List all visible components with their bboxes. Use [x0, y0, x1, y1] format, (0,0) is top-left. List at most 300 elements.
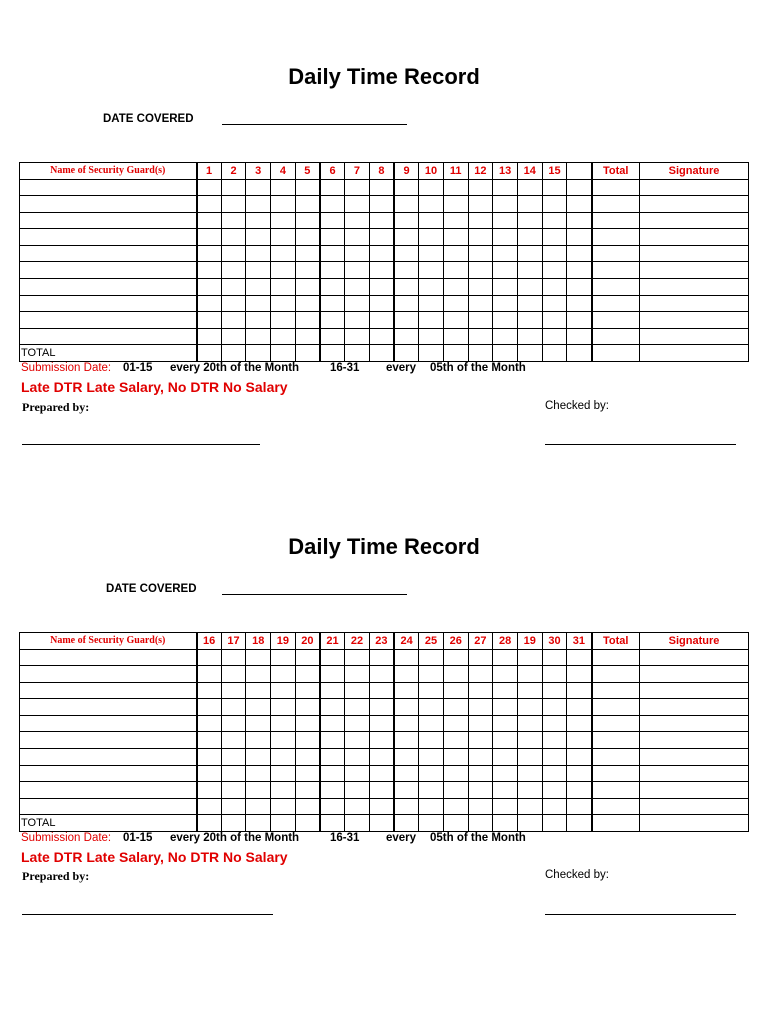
day-cell[interactable] [443, 765, 468, 782]
day-cell[interactable] [221, 196, 246, 213]
day-cell[interactable] [295, 666, 320, 683]
day-cell[interactable] [542, 279, 567, 296]
day-cell[interactable] [567, 262, 592, 279]
day-cell[interactable] [345, 295, 370, 312]
day-cell[interactable] [320, 295, 345, 312]
day-cell[interactable] [493, 245, 518, 262]
day-total-cell[interactable] [197, 345, 222, 362]
day-cell[interactable] [320, 328, 345, 345]
day-cell[interactable] [517, 732, 542, 749]
signature-cell[interactable] [640, 245, 749, 262]
day-cell[interactable] [295, 179, 320, 196]
day-cell[interactable] [369, 765, 394, 782]
day-cell[interactable] [542, 328, 567, 345]
day-cell[interactable] [542, 312, 567, 329]
day-cell[interactable] [271, 179, 296, 196]
day-cell[interactable] [517, 245, 542, 262]
day-cell[interactable] [443, 666, 468, 683]
day-cell[interactable] [394, 279, 419, 296]
day-cell[interactable] [345, 699, 370, 716]
day-cell[interactable] [517, 179, 542, 196]
day-total-cell[interactable] [221, 815, 246, 832]
day-cell[interactable] [197, 649, 222, 666]
day-total-cell[interactable] [345, 345, 370, 362]
total-cell[interactable] [592, 765, 640, 782]
grand-total-cell[interactable] [592, 815, 640, 832]
day-cell[interactable] [419, 179, 444, 196]
day-cell[interactable] [419, 328, 444, 345]
day-cell[interactable] [246, 229, 271, 246]
day-cell[interactable] [493, 262, 518, 279]
day-cell[interactable] [246, 699, 271, 716]
day-cell[interactable] [567, 649, 592, 666]
day-cell[interactable] [394, 179, 419, 196]
day-cell[interactable] [221, 749, 246, 766]
signature-cell[interactable] [640, 749, 749, 766]
day-cell[interactable] [567, 196, 592, 213]
day-cell[interactable] [443, 262, 468, 279]
day-cell[interactable] [517, 328, 542, 345]
day-cell[interactable] [493, 312, 518, 329]
day-cell[interactable] [517, 295, 542, 312]
day-cell[interactable] [468, 699, 493, 716]
day-cell[interactable] [246, 682, 271, 699]
day-cell[interactable] [394, 782, 419, 799]
day-total-cell[interactable] [271, 345, 296, 362]
signature-cell[interactable] [640, 212, 749, 229]
day-cell[interactable] [493, 196, 518, 213]
day-total-cell[interactable] [394, 815, 419, 832]
day-cell[interactable] [369, 229, 394, 246]
day-cell[interactable] [295, 312, 320, 329]
day-cell[interactable] [567, 782, 592, 799]
signature-cell[interactable] [640, 649, 749, 666]
total-cell[interactable] [592, 245, 640, 262]
signature-cell[interactable] [640, 782, 749, 799]
day-cell[interactable] [394, 212, 419, 229]
day-cell[interactable] [517, 312, 542, 329]
day-cell[interactable] [197, 749, 222, 766]
day-cell[interactable] [468, 328, 493, 345]
signature-cell[interactable] [640, 666, 749, 683]
day-cell[interactable] [345, 196, 370, 213]
prepared-by-signature-line[interactable] [22, 914, 273, 915]
day-cell[interactable] [320, 699, 345, 716]
date-covered-blank[interactable] [222, 594, 407, 595]
day-cell[interactable] [221, 179, 246, 196]
guard-name-cell[interactable] [20, 179, 197, 196]
day-cell[interactable] [221, 295, 246, 312]
day-cell[interactable] [246, 179, 271, 196]
day-cell[interactable] [295, 245, 320, 262]
total-cell[interactable] [592, 212, 640, 229]
day-cell[interactable] [345, 179, 370, 196]
total-cell[interactable] [592, 328, 640, 345]
signature-cell[interactable] [640, 699, 749, 716]
day-cell[interactable] [271, 196, 296, 213]
day-cell[interactable] [493, 749, 518, 766]
day-cell[interactable] [493, 782, 518, 799]
day-total-cell[interactable] [320, 815, 345, 832]
day-cell[interactable] [542, 262, 567, 279]
day-cell[interactable] [443, 312, 468, 329]
day-cell[interactable] [197, 328, 222, 345]
signature-cell[interactable] [640, 196, 749, 213]
day-cell[interactable] [295, 212, 320, 229]
day-cell[interactable] [419, 749, 444, 766]
day-cell[interactable] [320, 666, 345, 683]
day-cell[interactable] [493, 666, 518, 683]
day-cell[interactable] [246, 212, 271, 229]
guard-name-cell[interactable] [20, 666, 197, 683]
day-cell[interactable] [271, 328, 296, 345]
day-cell[interactable] [394, 765, 419, 782]
day-cell[interactable] [197, 699, 222, 716]
guard-name-cell[interactable] [20, 782, 197, 799]
total-cell[interactable] [592, 782, 640, 799]
day-cell[interactable] [345, 245, 370, 262]
day-cell[interactable] [468, 749, 493, 766]
guard-name-cell[interactable] [20, 262, 197, 279]
day-total-cell[interactable] [517, 345, 542, 362]
total-cell[interactable] [592, 715, 640, 732]
day-cell[interactable] [369, 328, 394, 345]
day-cell[interactable] [221, 649, 246, 666]
guard-name-cell[interactable] [20, 715, 197, 732]
day-total-cell[interactable] [468, 815, 493, 832]
day-cell[interactable] [517, 749, 542, 766]
day-cell[interactable] [271, 782, 296, 799]
day-cell[interactable] [443, 279, 468, 296]
day-cell[interactable] [369, 179, 394, 196]
day-cell[interactable] [394, 798, 419, 815]
day-cell[interactable] [517, 279, 542, 296]
day-cell[interactable] [493, 328, 518, 345]
day-cell[interactable] [419, 732, 444, 749]
day-cell[interactable] [419, 279, 444, 296]
day-cell[interactable] [320, 196, 345, 213]
day-total-cell[interactable] [197, 815, 222, 832]
day-cell[interactable] [320, 179, 345, 196]
day-cell[interactable] [517, 212, 542, 229]
day-cell[interactable] [493, 179, 518, 196]
total-cell[interactable] [592, 196, 640, 213]
day-cell[interactable] [567, 765, 592, 782]
day-cell[interactable] [345, 328, 370, 345]
day-cell[interactable] [246, 732, 271, 749]
day-cell[interactable] [271, 312, 296, 329]
day-cell[interactable] [369, 196, 394, 213]
day-cell[interactable] [246, 649, 271, 666]
day-cell[interactable] [271, 295, 296, 312]
day-cell[interactable] [197, 312, 222, 329]
day-cell[interactable] [419, 295, 444, 312]
day-cell[interactable] [468, 715, 493, 732]
total-cell[interactable] [592, 179, 640, 196]
day-cell[interactable] [542, 732, 567, 749]
day-cell[interactable] [295, 765, 320, 782]
day-cell[interactable] [542, 245, 567, 262]
guard-name-cell[interactable] [20, 295, 197, 312]
day-cell[interactable] [345, 798, 370, 815]
day-cell[interactable] [567, 715, 592, 732]
day-cell[interactable] [443, 196, 468, 213]
day-cell[interactable] [369, 262, 394, 279]
signature-cell[interactable] [640, 279, 749, 296]
day-cell[interactable] [246, 715, 271, 732]
day-cell[interactable] [468, 229, 493, 246]
signature-cell[interactable] [640, 765, 749, 782]
day-cell[interactable] [517, 649, 542, 666]
guard-name-cell[interactable] [20, 682, 197, 699]
day-cell[interactable] [542, 649, 567, 666]
day-total-cell[interactable] [567, 815, 592, 832]
day-cell[interactable] [468, 196, 493, 213]
day-cell[interactable] [345, 782, 370, 799]
day-cell[interactable] [320, 312, 345, 329]
day-cell[interactable] [443, 229, 468, 246]
day-cell[interactable] [542, 179, 567, 196]
total-cell[interactable] [592, 295, 640, 312]
checked-by-signature-line[interactable] [545, 914, 736, 915]
day-cell[interactable] [443, 649, 468, 666]
day-total-cell[interactable] [369, 345, 394, 362]
day-cell[interactable] [542, 765, 567, 782]
signature-cell[interactable] [640, 179, 749, 196]
day-cell[interactable] [295, 196, 320, 213]
day-cell[interactable] [567, 328, 592, 345]
day-cell[interactable] [443, 715, 468, 732]
day-cell[interactable] [394, 196, 419, 213]
day-cell[interactable] [394, 749, 419, 766]
day-cell[interactable] [221, 732, 246, 749]
day-cell[interactable] [221, 212, 246, 229]
day-cell[interactable] [468, 212, 493, 229]
day-cell[interactable] [221, 245, 246, 262]
day-cell[interactable] [369, 798, 394, 815]
day-total-cell[interactable] [493, 345, 518, 362]
day-cell[interactable] [197, 212, 222, 229]
day-cell[interactable] [517, 715, 542, 732]
day-cell[interactable] [542, 699, 567, 716]
guard-name-cell[interactable] [20, 229, 197, 246]
day-cell[interactable] [567, 732, 592, 749]
day-cell[interactable] [369, 749, 394, 766]
day-cell[interactable] [567, 212, 592, 229]
day-cell[interactable] [221, 229, 246, 246]
day-cell[interactable] [493, 715, 518, 732]
total-cell[interactable] [592, 749, 640, 766]
day-cell[interactable] [197, 245, 222, 262]
day-cell[interactable] [493, 732, 518, 749]
day-cell[interactable] [542, 229, 567, 246]
total-cell[interactable] [592, 666, 640, 683]
day-cell[interactable] [468, 295, 493, 312]
guard-name-cell[interactable] [20, 699, 197, 716]
day-cell[interactable] [419, 715, 444, 732]
day-cell[interactable] [295, 732, 320, 749]
day-cell[interactable] [246, 279, 271, 296]
total-cell[interactable] [592, 649, 640, 666]
day-cell[interactable] [443, 179, 468, 196]
day-cell[interactable] [468, 279, 493, 296]
day-cell[interactable] [271, 715, 296, 732]
day-cell[interactable] [246, 666, 271, 683]
signature-cell[interactable] [640, 229, 749, 246]
day-cell[interactable] [271, 699, 296, 716]
day-total-cell[interactable] [320, 345, 345, 362]
day-cell[interactable] [542, 715, 567, 732]
day-cell[interactable] [517, 262, 542, 279]
day-cell[interactable] [369, 279, 394, 296]
day-cell[interactable] [468, 649, 493, 666]
day-cell[interactable] [221, 666, 246, 683]
day-cell[interactable] [295, 798, 320, 815]
guard-name-cell[interactable] [20, 196, 197, 213]
day-cell[interactable] [567, 666, 592, 683]
day-cell[interactable] [271, 212, 296, 229]
day-cell[interactable] [197, 279, 222, 296]
day-cell[interactable] [468, 798, 493, 815]
day-cell[interactable] [320, 262, 345, 279]
day-cell[interactable] [345, 279, 370, 296]
total-cell[interactable] [592, 798, 640, 815]
day-cell[interactable] [542, 212, 567, 229]
day-cell[interactable] [295, 782, 320, 799]
day-cell[interactable] [295, 715, 320, 732]
total-cell[interactable] [592, 682, 640, 699]
day-cell[interactable] [246, 312, 271, 329]
day-cell[interactable] [542, 782, 567, 799]
day-cell[interactable] [542, 196, 567, 213]
day-cell[interactable] [221, 682, 246, 699]
day-cell[interactable] [320, 649, 345, 666]
day-cell[interactable] [443, 699, 468, 716]
day-cell[interactable] [394, 245, 419, 262]
day-total-cell[interactable] [567, 345, 592, 362]
day-cell[interactable] [197, 715, 222, 732]
day-cell[interactable] [468, 245, 493, 262]
day-cell[interactable] [468, 179, 493, 196]
day-cell[interactable] [443, 749, 468, 766]
day-cell[interactable] [567, 245, 592, 262]
guard-name-cell[interactable] [20, 279, 197, 296]
day-cell[interactable] [419, 245, 444, 262]
day-cell[interactable] [468, 682, 493, 699]
day-cell[interactable] [345, 682, 370, 699]
day-cell[interactable] [419, 212, 444, 229]
total-cell[interactable] [592, 279, 640, 296]
day-cell[interactable] [567, 179, 592, 196]
day-cell[interactable] [567, 312, 592, 329]
day-cell[interactable] [567, 279, 592, 296]
day-cell[interactable] [419, 229, 444, 246]
day-cell[interactable] [517, 699, 542, 716]
day-cell[interactable] [493, 699, 518, 716]
day-cell[interactable] [369, 245, 394, 262]
day-cell[interactable] [320, 212, 345, 229]
day-cell[interactable] [271, 279, 296, 296]
day-cell[interactable] [468, 732, 493, 749]
day-cell[interactable] [221, 312, 246, 329]
total-cell[interactable] [592, 312, 640, 329]
day-cell[interactable] [221, 699, 246, 716]
day-cell[interactable] [369, 312, 394, 329]
day-cell[interactable] [345, 715, 370, 732]
day-cell[interactable] [320, 782, 345, 799]
signature-cell[interactable] [640, 262, 749, 279]
day-cell[interactable] [369, 782, 394, 799]
day-total-cell[interactable] [221, 345, 246, 362]
day-cell[interactable] [542, 295, 567, 312]
day-cell[interactable] [567, 229, 592, 246]
day-cell[interactable] [419, 666, 444, 683]
day-cell[interactable] [493, 295, 518, 312]
day-cell[interactable] [419, 196, 444, 213]
day-cell[interactable] [246, 765, 271, 782]
day-cell[interactable] [271, 666, 296, 683]
day-cell[interactable] [369, 732, 394, 749]
day-cell[interactable] [197, 765, 222, 782]
day-cell[interactable] [246, 245, 271, 262]
day-cell[interactable] [443, 212, 468, 229]
day-total-cell[interactable] [542, 815, 567, 832]
day-cell[interactable] [345, 666, 370, 683]
day-cell[interactable] [369, 295, 394, 312]
day-cell[interactable] [493, 682, 518, 699]
total-cell[interactable] [592, 262, 640, 279]
day-cell[interactable] [493, 649, 518, 666]
day-cell[interactable] [221, 782, 246, 799]
day-cell[interactable] [197, 666, 222, 683]
day-cell[interactable] [345, 749, 370, 766]
day-cell[interactable] [493, 212, 518, 229]
signature-cell[interactable] [640, 732, 749, 749]
day-total-cell[interactable] [295, 345, 320, 362]
day-cell[interactable] [320, 715, 345, 732]
day-cell[interactable] [443, 782, 468, 799]
day-cell[interactable] [542, 666, 567, 683]
day-total-cell[interactable] [419, 345, 444, 362]
day-cell[interactable] [295, 262, 320, 279]
day-cell[interactable] [320, 732, 345, 749]
day-cell[interactable] [345, 229, 370, 246]
total-cell[interactable] [592, 699, 640, 716]
day-cell[interactable] [394, 732, 419, 749]
day-cell[interactable] [369, 699, 394, 716]
day-cell[interactable] [542, 798, 567, 815]
day-cell[interactable] [394, 262, 419, 279]
day-cell[interactable] [369, 715, 394, 732]
guard-name-cell[interactable] [20, 328, 197, 345]
checked-by-signature-line[interactable] [545, 444, 736, 445]
day-cell[interactable] [197, 295, 222, 312]
day-cell[interactable] [221, 798, 246, 815]
day-cell[interactable] [295, 279, 320, 296]
day-cell[interactable] [394, 312, 419, 329]
day-cell[interactable] [443, 295, 468, 312]
day-cell[interactable] [419, 765, 444, 782]
day-cell[interactable] [221, 765, 246, 782]
day-cell[interactable] [246, 196, 271, 213]
guard-name-cell[interactable] [20, 765, 197, 782]
grand-total-cell[interactable] [592, 345, 640, 362]
guard-name-cell[interactable] [20, 245, 197, 262]
day-cell[interactable] [246, 749, 271, 766]
day-cell[interactable] [345, 312, 370, 329]
signature-cell[interactable] [640, 798, 749, 815]
signature-cell[interactable] [640, 682, 749, 699]
